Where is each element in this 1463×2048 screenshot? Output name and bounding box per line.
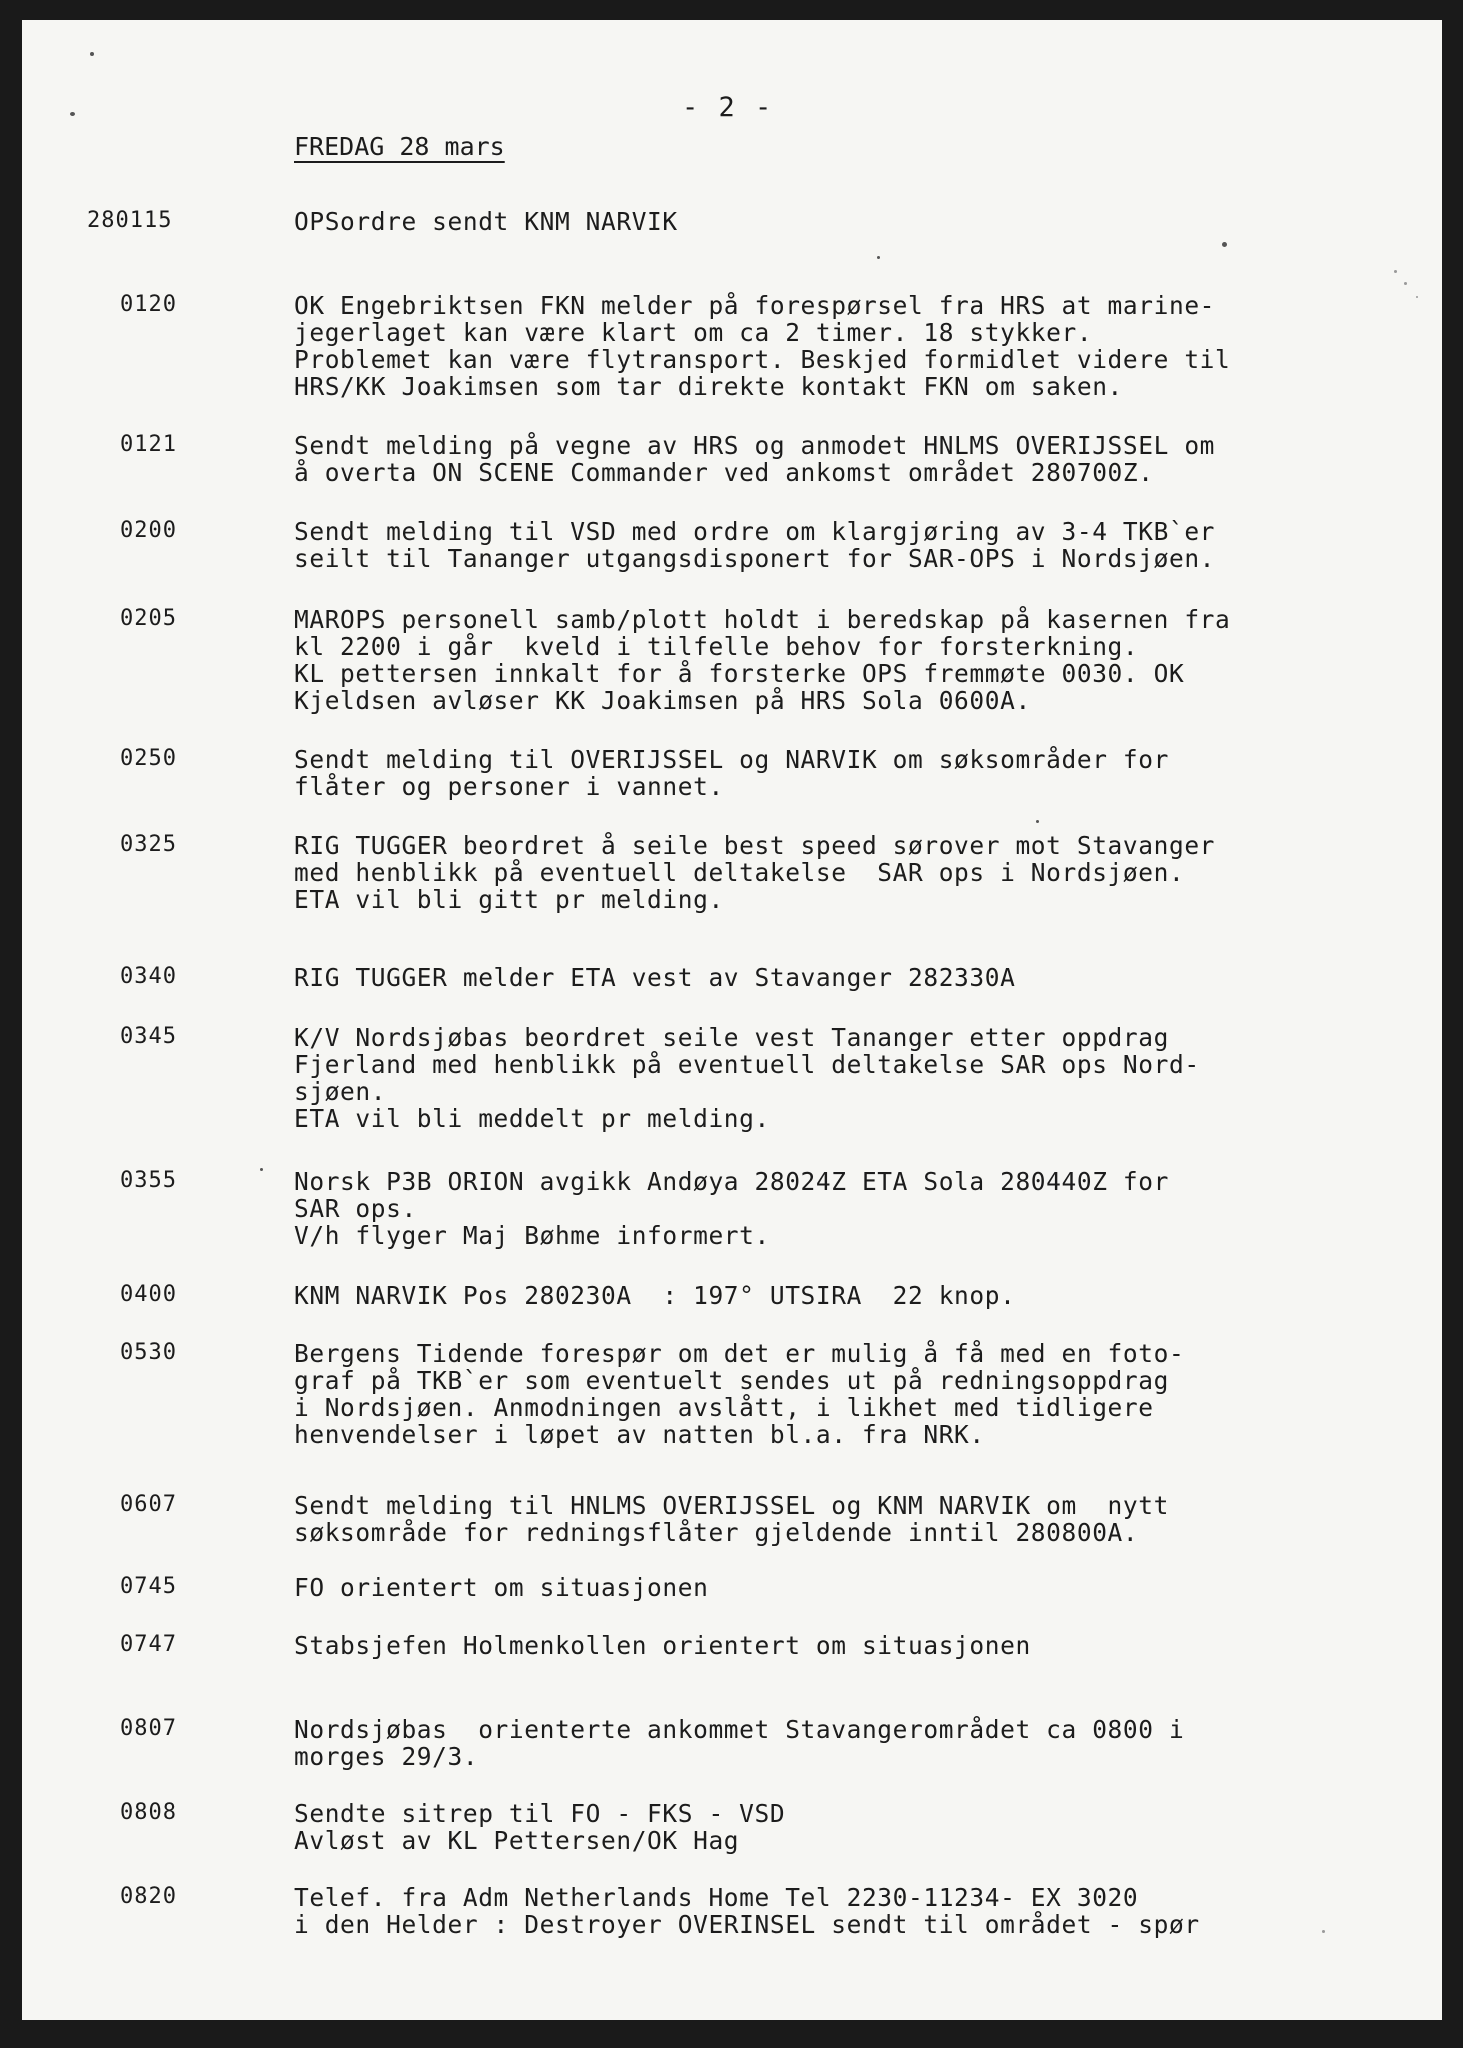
entry-line: OK Engebriktsen FKN melder på forespørsel fra HRS at marine- [294,291,1216,320]
entry-text [294,964,1404,991]
entry-line: Problemet kan være flytransport. Beskjed formidlet videre til [294,345,1231,374]
entry-time: 0121 [120,432,177,457]
entry-line: ETA vil bli meddelt pr melding. [294,1104,770,1133]
entry-text [294,292,1404,400]
entry-line: OPSordre sendt KNM NARVIK [294,207,678,236]
entry-time: 0745 [120,1574,177,1599]
entry-line: Telef. fra Adm Netherlands Home Tel 2230-11234- EX 3020 [294,1883,1139,1912]
entry-line: Kjeldsen avløser KK Joakimsen på HRS Sola 0600A. [294,686,1031,715]
entry-time: 0607 [120,1492,177,1517]
scan-speck [1416,296,1418,298]
entry-line: Bergens Tidende forespør om det er mulig å få med en foto- [294,1339,1185,1368]
entry-text [294,1574,1404,1601]
scan-speck [90,52,94,56]
entry-line: KL pettersen innkalt for å forsterke OPS fremmøte 0030. OK [294,659,1185,688]
entry-text [294,1024,1404,1132]
entry-text [294,1168,1404,1249]
entry-time: 0345 [120,1024,177,1049]
page-heading: FREDAG 28 mars [294,132,505,161]
entry-line: Norsk P3B ORION avgikk Andøya 28024Z ETA Sola 280440Z for [294,1167,1169,1196]
entry-line: morges 29/3. [294,1742,479,1771]
entry-time: 0200 [120,518,177,543]
entry-line: kl 2200 i går kveld i tilfelle behov for forsterkning. [294,632,1139,661]
entry-line: FO orientert om situasjonen [294,1573,709,1602]
entry-line: Avløst av KL Pettersen/OK Hag [294,1826,740,1855]
entry-time: 0807 [120,1716,177,1741]
entry-time: 0820 [120,1884,177,1909]
entry-line: flåter og personer i vannet. [294,772,724,801]
entry-line: å overta ON SCENE Commander ved ankomst området 280700Z. [294,458,1154,487]
entry-text [294,746,1404,800]
document-page [22,20,1442,2020]
entry-text [294,832,1404,913]
entry-line: Fjerland med henblikk på eventuell deltakelse SAR ops Nord- [294,1050,1200,1079]
entry-time: 0747 [120,1632,177,1657]
entry-text [294,518,1404,572]
entry-time: 0340 [120,964,177,989]
entry-line: henvendelser i løpet av natten bl.a. fra NRK. [294,1420,985,1449]
entry-line: Sendte sitrep til FO - FKS - VSD [294,1799,786,1828]
entry-text [294,432,1404,486]
entry-line: K/V Nordsjøbas beordret seile vest Tananger etter oppdrag [294,1023,1169,1052]
entry-text [294,1884,1404,1938]
entry-line: jegerlaget kan være klart om ca 2 timer. 18 stykker. [294,318,1093,347]
entry-line: med henblikk på eventuell deltakelse SAR ops i Nordsjøen. [294,858,1185,887]
entry-time: 0530 [120,1340,177,1365]
entry-line: SAR ops. [294,1194,417,1223]
entry-text [294,1282,1404,1309]
entry-text [294,606,1404,714]
entry-time: 0325 [120,832,177,857]
entry-line: Stabsjefen Holmenkollen orientert om situasjonen [294,1631,1031,1660]
entry-line: Nordsjøbas orienterte ankommet Stavangerområdet ca 0800 i [294,1715,1185,1744]
scan-speck [260,1168,263,1171]
entry-line: MAROPS personell samb/plott holdt i beredskap på kasernen fra [294,605,1231,634]
entry-time: 0808 [120,1800,177,1825]
entry-text [294,1632,1404,1659]
entry-line: Sendt melding til VSD med ordre om klargjøring av 3-4 TKB`er [294,517,1216,546]
entry-time: 0120 [120,292,177,317]
entry-text [294,1716,1404,1770]
entry-line: KNM NARVIK Pos 280230A : 197° UTSIRA 22 knop. [294,1281,1016,1310]
scan-speck [70,112,75,116]
entry-line: seilt til Tananger utgangsdisponert for SAR-OPS i Nordsjøen. [294,544,1216,573]
scan-speck [1404,282,1407,285]
scan-speck [1322,1930,1325,1933]
entry-line: Sendt melding til OVERIJSSEL og NARVIK om søksområder for [294,745,1169,774]
entry-time: 0355 [120,1168,177,1193]
entry-time: 0250 [120,746,177,771]
entry-line: i den Helder : Destroyer OVERINSEL sendt til området - spør [294,1910,1200,1939]
page-number: - 2 - [682,92,774,123]
scan-speck [1394,270,1397,273]
entry-text [294,1340,1404,1448]
scan-speck [1036,820,1039,823]
entry-text [294,208,1404,235]
entry-line: i Nordsjøen. Anmodningen avslått, i likhet med tidligere [294,1393,1154,1422]
entry-line: ETA vil bli gitt pr melding. [294,885,724,914]
entry-line: RIG TUGGER melder ETA vest av Stavanger 282330A [294,963,1016,992]
entry-line: sjøen. [294,1077,387,1106]
entry-line: graf på TKB`er som eventuelt sendes ut på redningsoppdrag [294,1366,1169,1395]
entry-line: RIG TUGGER beordret å seile best speed sørover mot Stavanger [294,831,1216,860]
entry-time: 0400 [120,1282,177,1307]
entry-time: 0205 [120,606,177,631]
entry-time: 280115 [87,208,173,233]
entry-line: V/h flyger Maj Bøhme informert. [294,1221,770,1250]
entry-text [294,1800,1404,1854]
entry-line: Sendt melding til HNLMS OVERIJSSEL og KNM NARVIK om nytt [294,1491,1169,1520]
entry-line: søksområde for redningsflåter gjeldende inntil 280800A. [294,1518,1139,1547]
entry-line: Sendt melding på vegne av HRS og anmodet HNLMS OVERIJSSEL om [294,431,1216,460]
scan-speck [1222,242,1227,247]
scan-speck [877,256,880,259]
entry-line: HRS/KK Joakimsen som tar direkte kontakt FKN om saken. [294,372,1123,401]
entry-text [294,1492,1404,1546]
